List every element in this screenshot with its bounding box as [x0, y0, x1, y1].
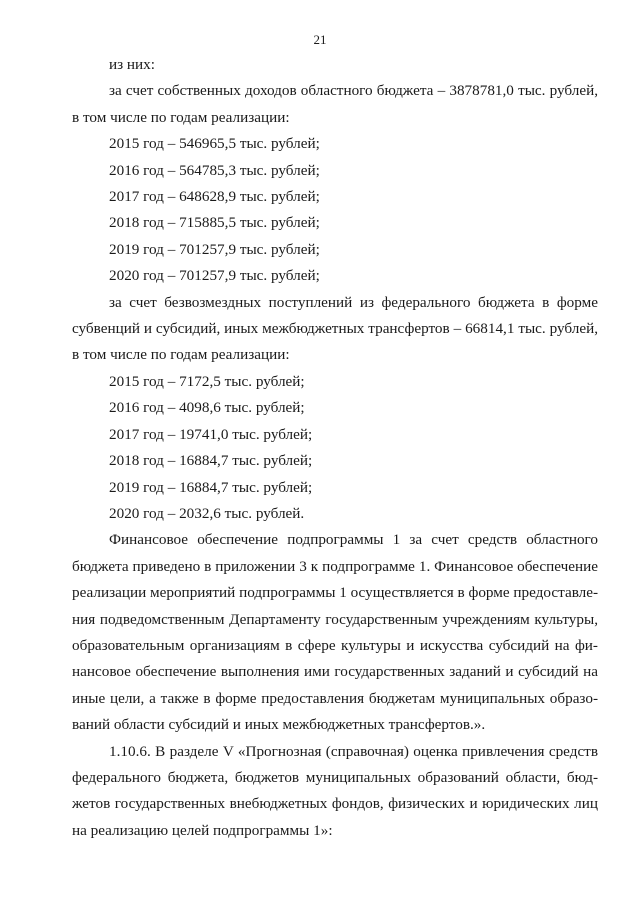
text-line: бюджета приведено в приложении 3 к подпрограмме 1. Финансовое обеспечение: [72, 557, 598, 575]
text-line: реализации мероприятий подпрограммы 1 осуществляется в форме предоставле-: [72, 584, 599, 602]
text-line: ния подведомственным Департаменту государственным учреждениям культуры,: [72, 610, 598, 628]
text-line: 2019 год – 701257,9 тыс. рублей;: [109, 240, 320, 258]
text-line: образовательным организациям в сфере культуры и искусства субсидий на фи-: [72, 636, 598, 654]
text-line: иные цели, а также в форме предоставления бюджетам муниципальных образо-: [72, 689, 598, 707]
text-line: на реализацию целей подпрограммы 1»:: [72, 821, 333, 839]
text-line: 2016 год – 4098,6 тыс. рублей;: [109, 399, 305, 417]
text-line: Финансовое обеспечение подпрограммы 1 за счет средств областного: [109, 531, 598, 549]
text-line: из них:: [109, 56, 155, 73]
text-line: ваний области субсидий и иных межбюджетных трансфертов.».: [72, 716, 486, 734]
text-line: 2015 год – 546965,5 тыс. рублей;: [109, 135, 320, 153]
page-number: 21: [313, 32, 327, 47]
text-line: федерального бюджета, бюджетов муниципальных образований области, бюд-: [72, 768, 598, 786]
text-line: нансовое обеспечение выполнения ими государственных заданий и субсидий на: [72, 663, 598, 681]
text-line: 2020 год – 2032,6 тыс. рублей.: [109, 504, 305, 522]
text-line: субвенций и субсидий, иных межбюджетных трансфертов – 66814,1 тыс. рублей,: [72, 320, 598, 338]
text-line: в том числе по годам реализации:: [72, 108, 290, 126]
text-line: 2016 год – 564785,3 тыс. рублей;: [109, 161, 320, 179]
text-line: 2018 год – 715885,5 тыс. рублей;: [109, 214, 320, 232]
text-line: жетов государственных внебюджетных фондов, физических и юридических лиц: [72, 795, 598, 813]
text-line: 2020 год – 701257,9 тыс. рублей;: [109, 267, 320, 285]
document-body: [72, 52, 598, 844]
text-line: за счет безвозмездных поступлений из федерального бюджета в форме: [109, 293, 598, 311]
text-line: за счет собственных доходов областного бюджета – 3878781,0 тыс. рублей,: [109, 82, 598, 100]
text-line: в том числе по годам реализации:: [72, 346, 290, 364]
text-line: 2015 год – 7172,5 тыс. рублей;: [109, 372, 305, 390]
text-line: 2019 год – 16884,7 тыс. рублей;: [109, 478, 313, 496]
text-line: 2017 год – 19741,0 тыс. рублей;: [109, 425, 313, 443]
text-line: 2017 год – 648628,9 тыс. рублей;: [109, 188, 320, 206]
text-line: 2018 год – 16884,7 тыс. рублей;: [109, 452, 313, 470]
text-line: 1.10.6. В разделе V «Прогнозная (справочная) оценка привлечения средств: [109, 742, 598, 760]
